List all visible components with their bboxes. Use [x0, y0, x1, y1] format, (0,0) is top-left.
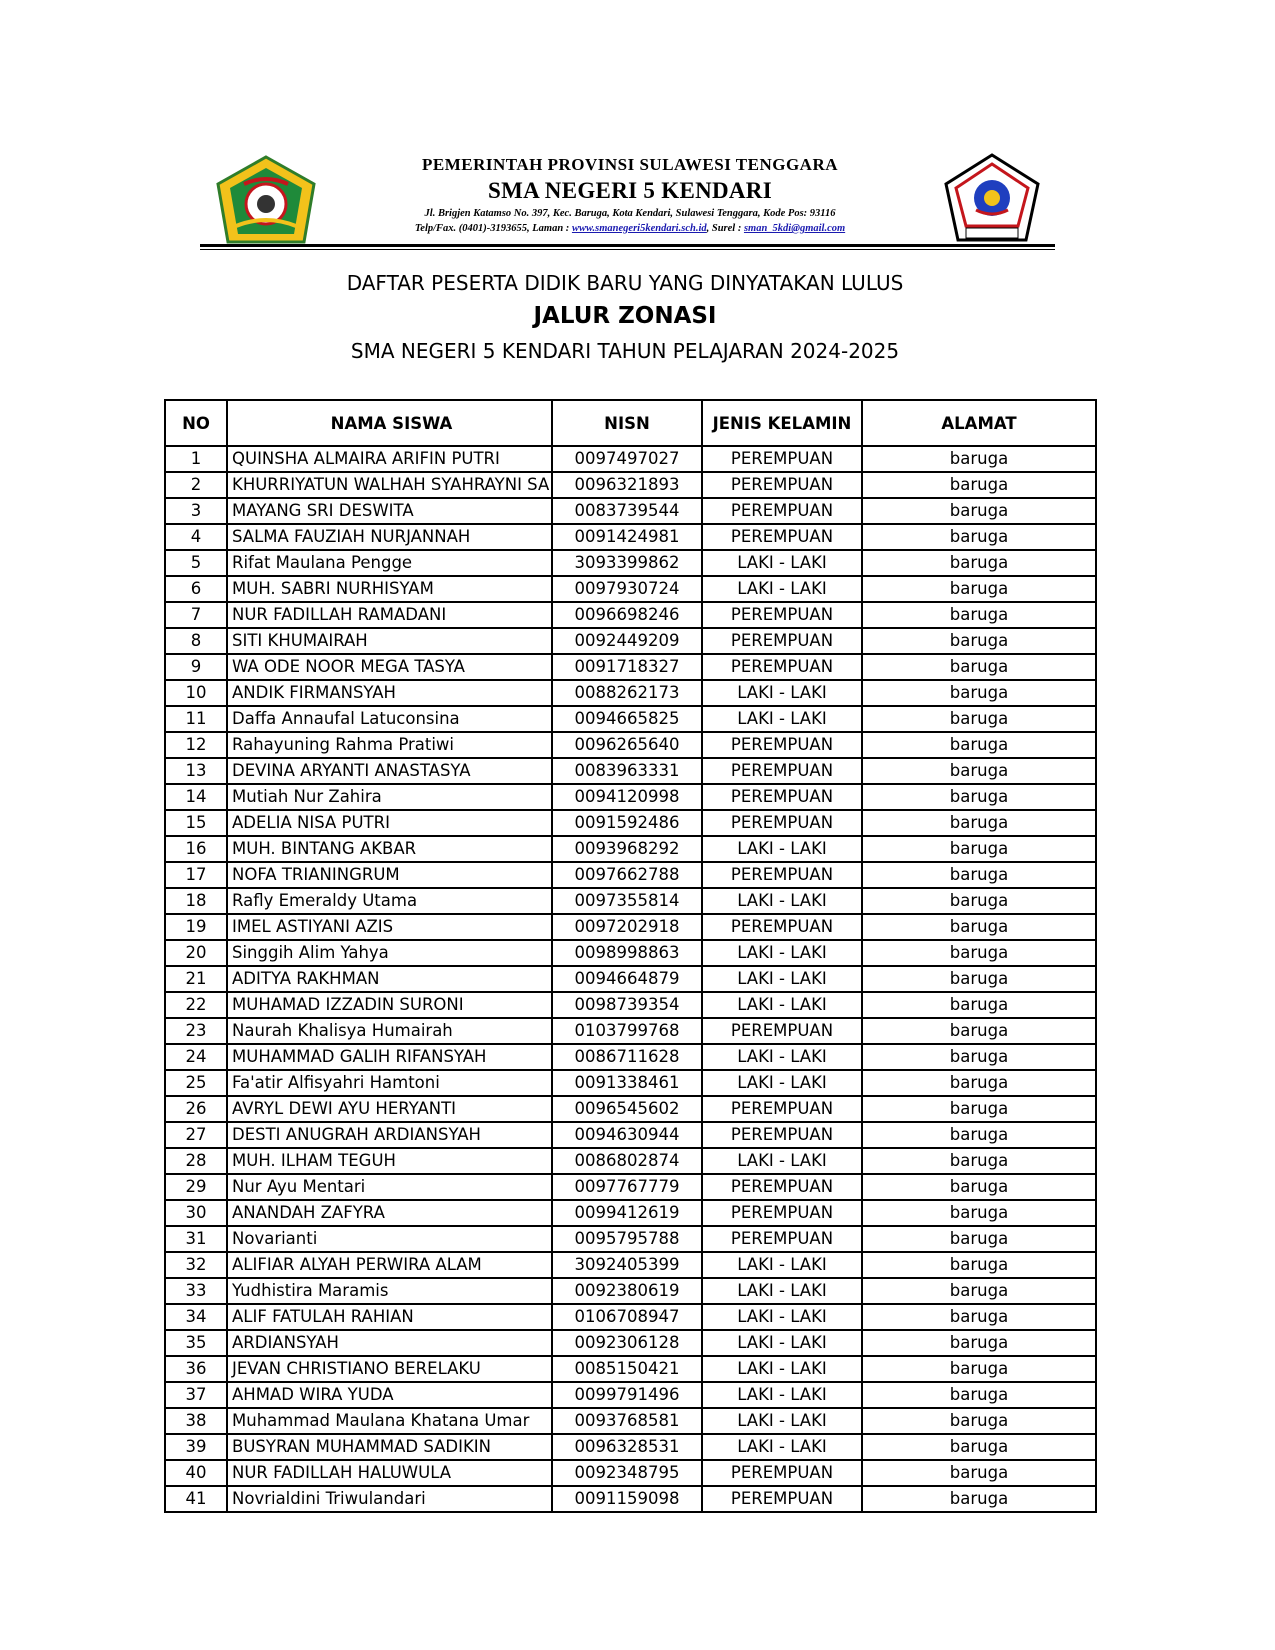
cell-nisn: 0097497027: [552, 446, 702, 472]
cell-nisn: 0093968292: [552, 836, 702, 862]
cell-address: baruga: [862, 1460, 1096, 1486]
table-row: [165, 576, 1096, 602]
cell-no: 7: [165, 602, 227, 628]
cell-no: 28: [165, 1148, 227, 1174]
cell-no: 37: [165, 1382, 227, 1408]
cell-no: 8: [165, 628, 227, 654]
cell-no: 20: [165, 940, 227, 966]
cell-nisn: 0097767779: [552, 1174, 702, 1200]
cell-no: 5: [165, 550, 227, 576]
cell-gender: PEREMPUAN: [702, 602, 862, 628]
email-link[interactable]: sman_5kdi@gmail.com: [743, 223, 846, 234]
province-emblem-icon: [214, 154, 318, 246]
cell-nisn: 0085150421: [552, 1356, 702, 1382]
cell-nisn: 0103799768: [552, 1018, 702, 1044]
cell-nisn: 0086802874: [552, 1148, 702, 1174]
cell-address: baruga: [862, 602, 1096, 628]
cell-name: Rifat Maulana Pengge: [227, 550, 552, 576]
cell-no: 14: [165, 784, 227, 810]
cell-no: 13: [165, 758, 227, 784]
cell-no: 1: [165, 446, 227, 472]
cell-address: baruga: [862, 498, 1096, 524]
cell-address: baruga: [862, 1070, 1096, 1096]
table-row: [165, 1252, 1096, 1278]
cell-address: baruga: [862, 1044, 1096, 1070]
cell-gender: PEREMPUAN: [702, 472, 862, 498]
cell-gender: PEREMPUAN: [702, 1174, 862, 1200]
cell-name: Novarianti: [227, 1226, 552, 1252]
cell-address: baruga: [862, 1200, 1096, 1226]
cell-name: WA ODE NOOR MEGA TASYA: [227, 654, 552, 680]
cell-name: NUR FADILLAH RAMADANI: [227, 602, 552, 628]
cell-nisn: 0097202918: [552, 914, 702, 940]
cell-nisn: 0086711628: [552, 1044, 702, 1070]
cell-nisn: 0092306128: [552, 1330, 702, 1356]
cell-address: baruga: [862, 1122, 1096, 1148]
cell-address: baruga: [862, 524, 1096, 550]
cell-no: 9: [165, 654, 227, 680]
cell-address: baruga: [862, 1434, 1096, 1460]
cell-gender: PEREMPUAN: [702, 758, 862, 784]
cell-name: Singgih Alim Yahya: [227, 940, 552, 966]
cell-address: baruga: [862, 1356, 1096, 1382]
cell-name: NUR FADILLAH HALUWULA: [227, 1460, 552, 1486]
letterhead-rule-thin: [200, 249, 1055, 250]
cell-no: 3: [165, 498, 227, 524]
cell-address: baruga: [862, 550, 1096, 576]
cell-name: MUH. ILHAM TEGUH: [227, 1148, 552, 1174]
cell-no: 15: [165, 810, 227, 836]
cell-name: JEVAN CHRISTIANO BERELAKU: [227, 1356, 552, 1382]
cell-name: QUINSHA ALMAIRA ARIFIN PUTRI: [227, 446, 552, 472]
cell-name: NOFA TRIANINGRUM: [227, 862, 552, 888]
cell-no: 2: [165, 472, 227, 498]
cell-gender: LAKI - LAKI: [702, 1148, 862, 1174]
cell-address: baruga: [862, 1304, 1096, 1330]
cell-address: baruga: [862, 680, 1096, 706]
cell-gender: LAKI - LAKI: [702, 706, 862, 732]
cell-address: baruga: [862, 1018, 1096, 1044]
cell-address: baruga: [862, 914, 1096, 940]
table-row: [165, 1434, 1096, 1460]
school-emblem-icon: [942, 152, 1042, 244]
table-row: [165, 1330, 1096, 1356]
cell-address: baruga: [862, 654, 1096, 680]
cell-gender: LAKI - LAKI: [702, 1304, 862, 1330]
cell-name: IMEL ASTIYANI AZIS: [227, 914, 552, 940]
table-row: [165, 706, 1096, 732]
cell-address: baruga: [862, 1486, 1096, 1512]
table-row: [165, 1486, 1096, 1512]
cell-nisn: 0098998863: [552, 940, 702, 966]
cell-address: baruga: [862, 446, 1096, 472]
cell-no: 26: [165, 1096, 227, 1122]
cell-name: Muhammad Maulana Khatana Umar: [227, 1408, 552, 1434]
cell-nisn: 0091159098: [552, 1486, 702, 1512]
cell-name: Daffa Annaufal Latuconsina: [227, 706, 552, 732]
school-address: Jl. Brigjen Katamso No. 397, Kec. Baruga, Kota Kendari, Sulawesi Tenggara, Kode Pos: 93116: [424, 208, 836, 219]
cell-nisn: 0091592486: [552, 810, 702, 836]
cell-name: KHURRIYATUN WALHAH SYAHRAYNI SA: [227, 472, 552, 498]
cell-address: baruga: [862, 1252, 1096, 1278]
title-line-3: SMA NEGERI 5 KENDARI TAHUN PELAJARAN 2024-2025: [350, 339, 900, 363]
cell-no: 12: [165, 732, 227, 758]
table-row: [165, 784, 1096, 810]
table-row: [165, 1148, 1096, 1174]
table-row: [165, 732, 1096, 758]
cell-no: 40: [165, 1460, 227, 1486]
cell-gender: PEREMPUAN: [702, 784, 862, 810]
cell-no: 6: [165, 576, 227, 602]
cell-address: baruga: [862, 888, 1096, 914]
cell-nisn: 0096328531: [552, 1434, 702, 1460]
cell-gender: LAKI - LAKI: [702, 550, 862, 576]
cell-address: baruga: [862, 1148, 1096, 1174]
cell-nisn: 0106708947: [552, 1304, 702, 1330]
cell-address: baruga: [862, 966, 1096, 992]
table-row: [165, 1044, 1096, 1070]
table-row: [165, 1304, 1096, 1330]
cell-gender: PEREMPUAN: [702, 1096, 862, 1122]
cell-gender: PEREMPUAN: [702, 1018, 862, 1044]
contact-prefix: Telp/Fax. (0401)-3193655, Laman :: [414, 223, 570, 234]
table-row: [165, 1070, 1096, 1096]
table-row: [165, 628, 1096, 654]
cell-address: baruga: [862, 784, 1096, 810]
cell-name: SALMA FAUZIAH NURJANNAH: [227, 524, 552, 550]
cell-gender: LAKI - LAKI: [702, 1044, 862, 1070]
cell-gender: LAKI - LAKI: [702, 1278, 862, 1304]
cell-no: 31: [165, 1226, 227, 1252]
cell-nisn: 0091424981: [552, 524, 702, 550]
cell-gender: LAKI - LAKI: [702, 680, 862, 706]
cell-nisn: 3092405399: [552, 1252, 702, 1278]
cell-nisn: 0097662788: [552, 862, 702, 888]
table-row: [165, 1096, 1096, 1122]
table-row: [165, 1382, 1096, 1408]
cell-name: ADITYA RAKHMAN: [227, 966, 552, 992]
table-row: [165, 524, 1096, 550]
cell-no: 34: [165, 1304, 227, 1330]
cell-no: 17: [165, 862, 227, 888]
cell-name: Novrialdini Triwulandari: [227, 1486, 552, 1512]
cell-nisn: 0096698246: [552, 602, 702, 628]
cell-gender: PEREMPUAN: [702, 628, 862, 654]
table-row: [165, 1226, 1096, 1252]
cell-address: baruga: [862, 992, 1096, 1018]
table-row: [165, 472, 1096, 498]
cell-nisn: 0097930724: [552, 576, 702, 602]
cell-no: 19: [165, 914, 227, 940]
cell-gender: LAKI - LAKI: [702, 1252, 862, 1278]
cell-no: 30: [165, 1200, 227, 1226]
cell-address: baruga: [862, 576, 1096, 602]
cell-name: ALIF FATULAH RAHIAN: [227, 1304, 552, 1330]
cell-no: 41: [165, 1486, 227, 1512]
cell-name: MUHAMAD IZZADIN SURONI: [227, 992, 552, 1018]
cell-nisn: 0096265640: [552, 732, 702, 758]
cell-no: 22: [165, 992, 227, 1018]
table-row: [165, 1018, 1096, 1044]
cell-name: Rahayuning Rahma Pratiwi: [227, 732, 552, 758]
cell-gender: LAKI - LAKI: [702, 1070, 862, 1096]
cell-address: baruga: [862, 1096, 1096, 1122]
cell-nisn: 0094120998: [552, 784, 702, 810]
table-row: [165, 914, 1096, 940]
cell-nisn: 0096545602: [552, 1096, 702, 1122]
cell-address: baruga: [862, 1226, 1096, 1252]
cell-gender: LAKI - LAKI: [702, 1330, 862, 1356]
header-no: NO: [165, 400, 227, 446]
table-row: [165, 602, 1096, 628]
cell-gender: PEREMPUAN: [702, 446, 862, 472]
cell-gender: PEREMPUAN: [702, 1226, 862, 1252]
table-row: [165, 940, 1096, 966]
cell-name: AVRYL DEWI AYU HERYANTI: [227, 1096, 552, 1122]
table-row: [165, 758, 1096, 784]
table-row: [165, 1174, 1096, 1200]
student-table: [164, 399, 1097, 1513]
table-row: [165, 550, 1096, 576]
table-row: [165, 888, 1096, 914]
school-contact: [330, 221, 930, 236]
cell-gender: PEREMPUAN: [702, 498, 862, 524]
table-row: [165, 1408, 1096, 1434]
document-titles: [0, 268, 1250, 368]
letterhead: [200, 150, 1055, 250]
cell-gender: PEREMPUAN: [702, 654, 862, 680]
cell-name: ANANDAH ZAFYRA: [227, 1200, 552, 1226]
cell-name: ANDIK FIRMANSYAH: [227, 680, 552, 706]
cell-address: baruga: [862, 1382, 1096, 1408]
cell-nisn: 0098739354: [552, 992, 702, 1018]
cell-address: baruga: [862, 862, 1096, 888]
table-header-row: [165, 400, 1096, 446]
table-row: [165, 966, 1096, 992]
cell-no: 33: [165, 1278, 227, 1304]
cell-address: baruga: [862, 732, 1096, 758]
cell-nisn: 0094664879: [552, 966, 702, 992]
cell-name: ARDIANSYAH: [227, 1330, 552, 1356]
header-gender: JENIS KELAMIN: [702, 400, 862, 446]
cell-name: MUHAMMAD GALIH RIFANSYAH: [227, 1044, 552, 1070]
table-row: [165, 654, 1096, 680]
cell-no: 35: [165, 1330, 227, 1356]
cell-name: Naurah Khalisya Humairah: [227, 1018, 552, 1044]
cell-nisn: 0083739544: [552, 498, 702, 524]
letterhead-rule: [200, 244, 1055, 247]
cell-gender: PEREMPUAN: [702, 1486, 862, 1512]
table-row: [165, 1278, 1096, 1304]
cell-name: Yudhistira Maramis: [227, 1278, 552, 1304]
cell-nisn: 0091338461: [552, 1070, 702, 1096]
cell-name: AHMAD WIRA YUDA: [227, 1382, 552, 1408]
cell-no: 39: [165, 1434, 227, 1460]
cell-gender: LAKI - LAKI: [702, 1356, 862, 1382]
table-row: [165, 1200, 1096, 1226]
table-row: [165, 1122, 1096, 1148]
cell-name: MUH. BINTANG AKBAR: [227, 836, 552, 862]
cell-no: 27: [165, 1122, 227, 1148]
cell-no: 10: [165, 680, 227, 706]
cell-name: Nur Ayu Mentari: [227, 1174, 552, 1200]
cell-name: DESTI ANUGRAH ARDIANSYAH: [227, 1122, 552, 1148]
cell-nisn: 0092449209: [552, 628, 702, 654]
cell-nisn: 0099791496: [552, 1382, 702, 1408]
cell-no: 23: [165, 1018, 227, 1044]
cell-no: 25: [165, 1070, 227, 1096]
website-link[interactable]: www.smanegeri5kendari.sch.id: [571, 223, 707, 234]
cell-no: 18: [165, 888, 227, 914]
table-row: [165, 1460, 1096, 1486]
title-line-2: JALUR ZONASI: [533, 303, 717, 329]
cell-gender: LAKI - LAKI: [702, 1382, 862, 1408]
letterhead-text: [330, 154, 930, 236]
cell-name: SITI KHUMAIRAH: [227, 628, 552, 654]
cell-nisn: 0096321893: [552, 472, 702, 498]
cell-no: 24: [165, 1044, 227, 1070]
cell-address: baruga: [862, 1330, 1096, 1356]
table-body: [165, 446, 1096, 1512]
cell-name: MUH. SABRI NURHISYAM: [227, 576, 552, 602]
table-row: [165, 446, 1096, 472]
cell-address: baruga: [862, 706, 1096, 732]
cell-gender: LAKI - LAKI: [702, 992, 862, 1018]
email-prefix: , Surel :: [706, 223, 742, 234]
cell-nisn: 0092380619: [552, 1278, 702, 1304]
cell-gender: PEREMPUAN: [702, 1200, 862, 1226]
cell-no: 29: [165, 1174, 227, 1200]
cell-gender: LAKI - LAKI: [702, 1408, 862, 1434]
cell-nisn: 0094630944: [552, 1122, 702, 1148]
cell-gender: PEREMPUAN: [702, 1460, 862, 1486]
cell-nisn: 3093399862: [552, 550, 702, 576]
cell-address: baruga: [862, 836, 1096, 862]
cell-no: 36: [165, 1356, 227, 1382]
cell-nisn: 0083963331: [552, 758, 702, 784]
cell-no: 21: [165, 966, 227, 992]
cell-nisn: 0093768581: [552, 1408, 702, 1434]
cell-name: ADELIA NISA PUTRI: [227, 810, 552, 836]
cell-no: 16: [165, 836, 227, 862]
table-row: [165, 680, 1096, 706]
cell-address: baruga: [862, 758, 1096, 784]
cell-nisn: 0095795788: [552, 1226, 702, 1252]
header-name: NAMA SISWA: [227, 400, 552, 446]
table-row: [165, 1356, 1096, 1382]
cell-name: Fa'atir Alfisyahri Hamtoni: [227, 1070, 552, 1096]
cell-no: 11: [165, 706, 227, 732]
cell-gender: PEREMPUAN: [702, 1122, 862, 1148]
cell-gender: LAKI - LAKI: [702, 888, 862, 914]
cell-gender: PEREMPUAN: [702, 732, 862, 758]
cell-nisn: 0099412619: [552, 1200, 702, 1226]
cell-address: baruga: [862, 628, 1096, 654]
cell-nisn: 0097355814: [552, 888, 702, 914]
cell-gender: PEREMPUAN: [702, 524, 862, 550]
cell-gender: LAKI - LAKI: [702, 1434, 862, 1460]
cell-nisn: 0091718327: [552, 654, 702, 680]
table-row: [165, 992, 1096, 1018]
cell-address: baruga: [862, 940, 1096, 966]
header-address: ALAMAT: [862, 400, 1096, 446]
cell-name: Mutiah Nur Zahira: [227, 784, 552, 810]
cell-gender: PEREMPUAN: [702, 810, 862, 836]
table-row: [165, 836, 1096, 862]
cell-name: BUSYRAN MUHAMMAD SADIKIN: [227, 1434, 552, 1460]
school-name: SMA NEGERI 5 KENDARI: [488, 178, 772, 203]
cell-address: baruga: [862, 1174, 1096, 1200]
cell-no: 38: [165, 1408, 227, 1434]
cell-nisn: 0094665825: [552, 706, 702, 732]
cell-no: 32: [165, 1252, 227, 1278]
title-line-1: DAFTAR PESERTA DIDIK BARU YANG DINYATAKAN LULUS: [346, 271, 904, 295]
table-row: [165, 810, 1096, 836]
table-row: [165, 862, 1096, 888]
header-nisn: NISN: [552, 400, 702, 446]
cell-gender: LAKI - LAKI: [702, 576, 862, 602]
cell-gender: PEREMPUAN: [702, 862, 862, 888]
cell-name: Rafly Emeraldy Utama: [227, 888, 552, 914]
government-name: PEMERINTAH PROVINSI SULAWESI TENGGARA: [421, 155, 839, 174]
cell-address: baruga: [862, 1408, 1096, 1434]
cell-gender: LAKI - LAKI: [702, 966, 862, 992]
cell-name: ALIFIAR ALYAH PERWIRA ALAM: [227, 1252, 552, 1278]
cell-gender: PEREMPUAN: [702, 914, 862, 940]
cell-address: baruga: [862, 472, 1096, 498]
cell-gender: LAKI - LAKI: [702, 836, 862, 862]
cell-no: 4: [165, 524, 227, 550]
table-row: [165, 498, 1096, 524]
cell-nisn: 0092348795: [552, 1460, 702, 1486]
cell-address: baruga: [862, 1278, 1096, 1304]
cell-gender: LAKI - LAKI: [702, 940, 862, 966]
cell-name: DEVINA ARYANTI ANASTASYA: [227, 758, 552, 784]
cell-name: MAYANG SRI DESWITA: [227, 498, 552, 524]
cell-address: baruga: [862, 810, 1096, 836]
cell-nisn: 0088262173: [552, 680, 702, 706]
